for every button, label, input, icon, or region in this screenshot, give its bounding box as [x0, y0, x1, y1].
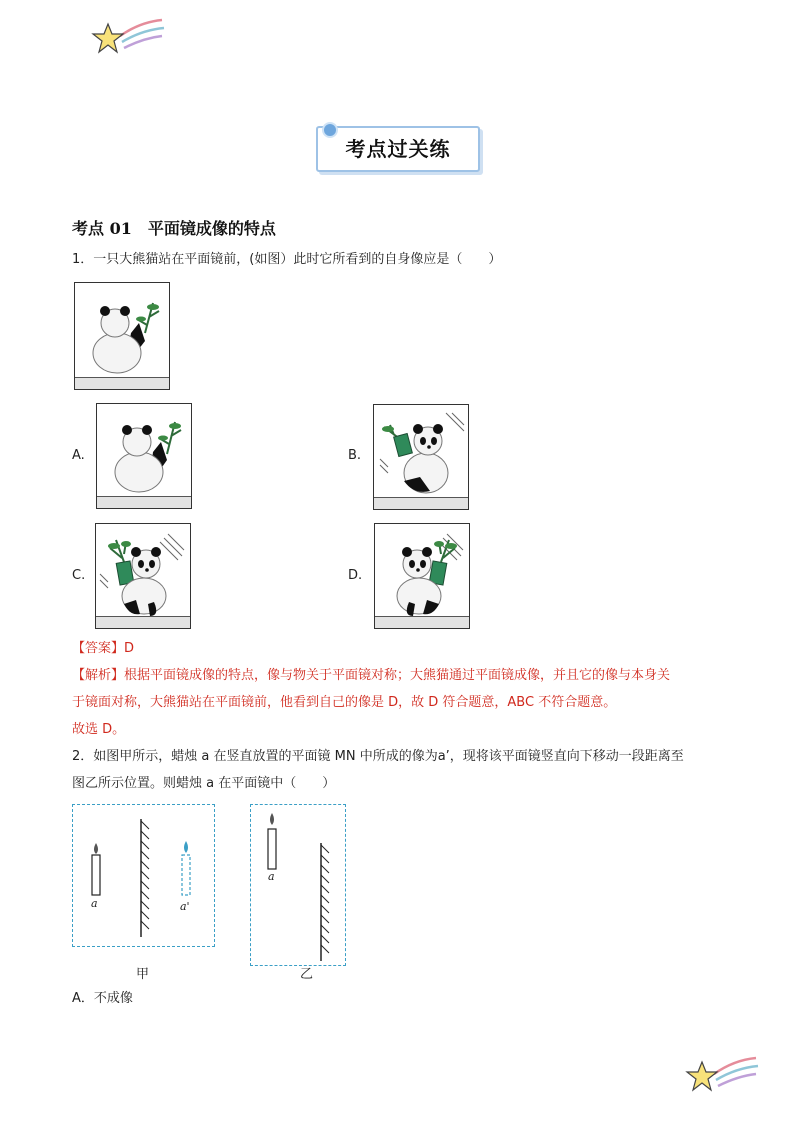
panda-option-c-image — [96, 524, 190, 628]
option-b-label: B. — [348, 448, 362, 463]
label-image-a-prime: a' — [180, 900, 190, 913]
question-2-stem-line-1: 2．如图甲所示，蜡烛 a 在竖直放置的平面镜 MN 中所成的像为a’，现将该平面镜竖直向下移动一段距离至 — [72, 749, 684, 764]
figure-jia-caption: 甲 — [136, 967, 150, 982]
label-a-yi: a — [268, 870, 275, 883]
figure-jia — [72, 804, 215, 947]
panda-option-a-image — [97, 404, 191, 508]
star-decoration-bottom-icon — [684, 1052, 764, 1098]
option-c-figure — [95, 523, 191, 629]
panda-option-b-image — [374, 405, 468, 509]
option-a-label: A. — [72, 448, 85, 463]
panda-option-d-image — [375, 524, 469, 628]
question-2-stem-line-2: 图乙所示位置。则蜡烛 a 在平面镜中（ ） — [72, 776, 336, 791]
banner-dot — [322, 122, 338, 138]
question-1-stem: 1．一只大熊猫站在平面镜前，(如图）此时它所看到的自身像应是（ ） — [72, 252, 502, 267]
option-d-label: D. — [348, 568, 363, 583]
option-c-label: C. — [72, 568, 86, 583]
section-banner — [316, 126, 480, 172]
option-a-figure — [96, 403, 192, 509]
mirror-candle-figure-yi — [251, 805, 345, 965]
conclusion-line: 故选 D。 — [72, 722, 126, 737]
figure-yi — [250, 804, 346, 966]
answer-line: 【答案】D — [72, 641, 135, 656]
label-a-jia: a — [91, 897, 98, 910]
topic-title: 考点 01 平面镜成像的特点 — [72, 219, 276, 238]
section-banner-text: 考点过关练 — [345, 137, 451, 161]
question-2-option-a: A．不成像 — [72, 991, 133, 1006]
question-1-figure — [74, 282, 170, 390]
mirror-candle-figure-jia — [73, 805, 214, 946]
figure-yi-caption: 乙 — [300, 967, 314, 982]
option-b-figure — [373, 404, 469, 510]
option-d-figure — [374, 523, 470, 629]
analysis-line-2: 于镜面对称，大熊猫站在平面镜前，他看到自己的像是 D，故 D 符合题意，ABC 不符合题意。 — [72, 695, 617, 710]
star-decoration-top-icon — [90, 14, 170, 60]
analysis-line-1: 【解析】根据平面镜成像的特点，像与物关于平面镜对称；大熊猫通过平面镜成像，并且它的像与本身关 — [72, 668, 671, 683]
panda-back-image — [75, 283, 169, 389]
